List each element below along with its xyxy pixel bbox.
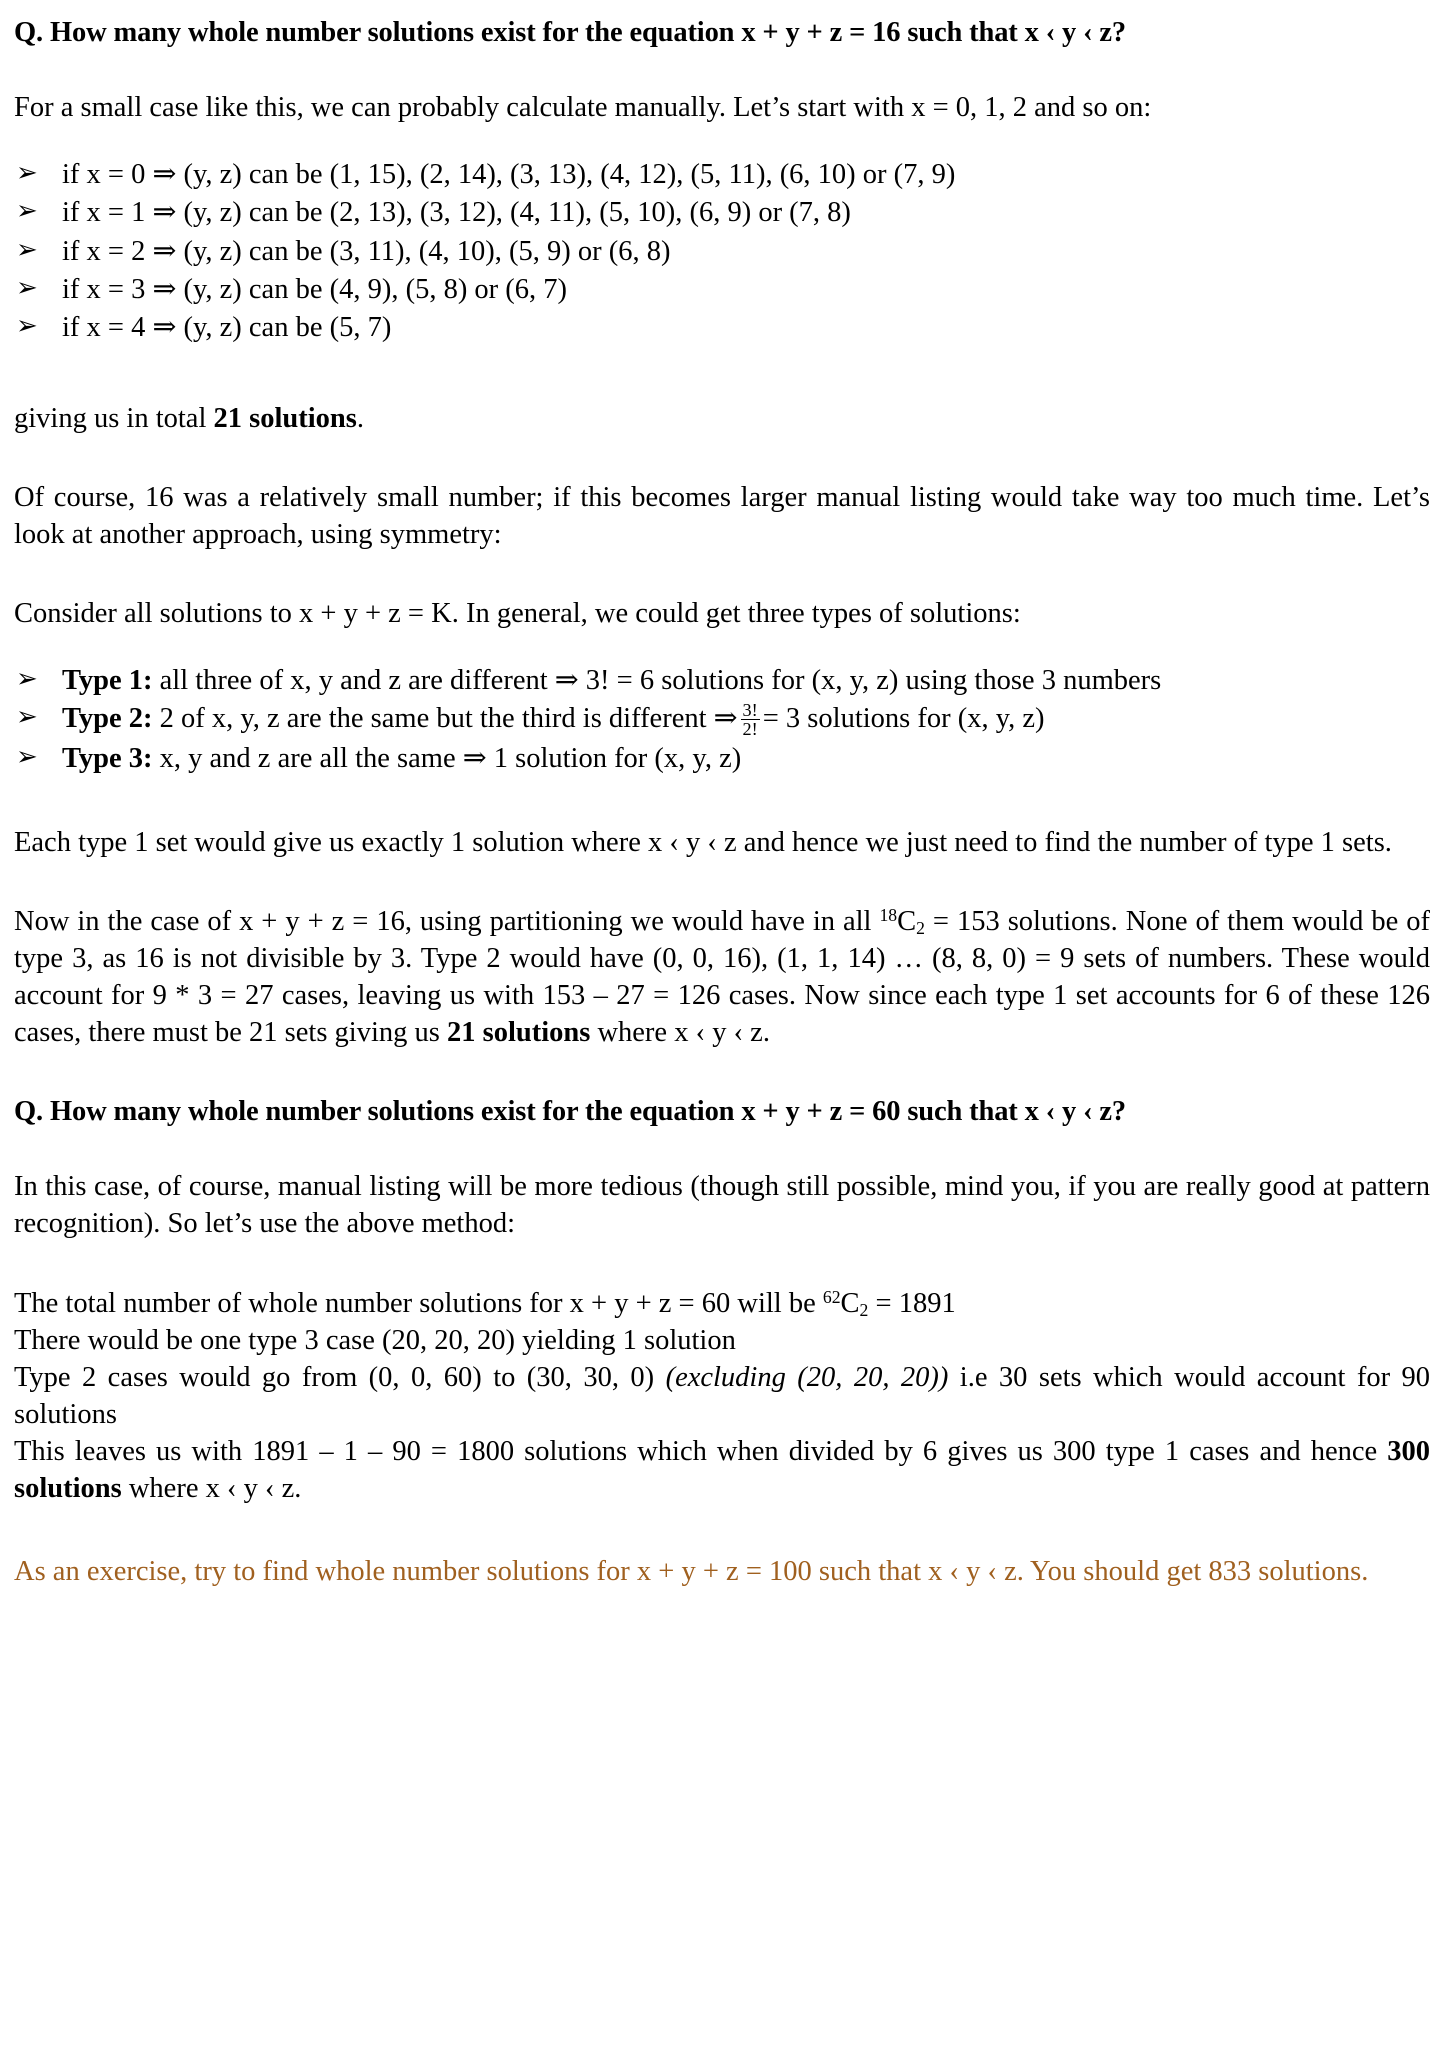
case-text: if x = 1 ⇒ (y, z) can be (2, 13), (3, 12), (4, 11), (5, 10), (6, 9) or (7, 8) <box>62 197 851 229</box>
list-item <box>14 194 1430 232</box>
consider-paragraph: Consider all solutions to x + y + z = K. In general, we could get three types of solutions: <box>14 597 1021 629</box>
arrow-bullet-icon: ➢ <box>16 702 38 732</box>
type-text: all three of x, y and z are different ⇒ 3! = 6 solutions for (x, y, z) using those 3 numbers <box>152 664 1162 696</box>
remark-paragraph: Of course, 16 was a relatively small number; if this becomes larger manual listing would take way too much time. Let’s look at another approach, using symmetry: <box>14 481 1430 550</box>
arrow-bullet-icon: ➢ <box>16 663 38 693</box>
spacer <box>14 778 1430 824</box>
step-seg-1: The total number of whole number solutions for x + y + z = 60 will be <box>14 1287 823 1319</box>
step-type3-case: There would be one type 3 case (20, 20, 20) yielding 1 solution <box>14 1324 736 1356</box>
arrow-bullet-icon: ➢ <box>16 311 38 341</box>
case-text: if x = 2 ⇒ (y, z) can be (3, 11), (4, 10), (5, 9) or (6, 8) <box>62 235 671 267</box>
combination-superscript: 62 <box>822 1286 841 1307</box>
arrow-bullet-icon: ➢ <box>16 158 38 188</box>
combination-62C2 <box>823 1288 869 1319</box>
type-label: Type 1: <box>62 664 153 696</box>
list-item <box>14 662 1430 700</box>
combination-subscript: 2 <box>916 918 925 939</box>
fraction-numerator: 3! <box>742 699 758 720</box>
fraction-3-factorial-over-2-factorial <box>741 701 760 739</box>
partition-seg-1: Now in the case of x + y + z = 16, using partitioning we would have in all <box>14 906 880 938</box>
question-1-heading: Q. How many whole number solutions exist for the equation x + y + z = 16 such that x ‹ y ‹ z? <box>14 17 1126 48</box>
step-total-solutions <box>14 1285 1430 1322</box>
type-label: Type 3: <box>62 742 153 774</box>
spacer <box>14 437 1430 479</box>
fraction-denominator: 2! <box>742 719 758 740</box>
spacer <box>14 1130 1430 1168</box>
exercise-paragraph: As an exercise, try to find whole number solutions for x + y + z = 100 such that x ‹ y ‹ z. You should get 833 solutions. <box>14 1555 1369 1587</box>
list-item <box>14 233 1430 271</box>
spacer <box>14 1243 1430 1285</box>
step-seg-1: This leaves us with 1891 – 1 – 90 = 1800 solutions which when divided by 6 gives us 300 type 1 cases and hence <box>14 1435 1388 1467</box>
step-seg-1: Type 2 cases would go from (0, 0, 60) to (30, 30, 0) <box>14 1361 666 1393</box>
total-solutions-line <box>14 400 1430 437</box>
arrow-bullet-icon: ➢ <box>16 196 38 226</box>
spacer <box>14 553 1430 595</box>
step-italic-note: (excluding (20, 20, 20)) <box>665 1361 949 1393</box>
combination-subscript: 2 <box>859 1299 869 1320</box>
spacer <box>14 1507 1430 1553</box>
total-suffix: . <box>356 402 364 434</box>
each-type1-paragraph: Each type 1 set would give us exactly 1 solution where x ‹ y ‹ z and hence we just need to find the number of type 1 sets. <box>14 827 1392 859</box>
step-seg-2: where x ‹ y ‹ z. <box>121 1472 302 1504</box>
arrow-bullet-icon: ➢ <box>16 234 38 264</box>
step-final-result <box>14 1433 1430 1507</box>
type-text: 2 of x, y, z are the same but the third is different ⇒ <box>152 703 738 735</box>
spacer <box>14 861 1430 903</box>
type-text-after: = 3 solutions for (x, y, z) <box>762 703 1045 735</box>
step-seg-2: i.e 30 sets which would account for 90 solutions <box>14 1361 1431 1430</box>
question-1-intro: For a small case like this, we can probably calculate manually. Let’s start with x = 0, 1, 2 and so on: <box>14 92 1152 124</box>
type-text: x, y and z are all the same ⇒ 1 solution for (x, y, z) <box>152 742 742 774</box>
question-2-heading: Q. How many whole number solutions exist for the equation x + y + z = 60 such that x ‹ y ‹ z? <box>14 1096 1126 1128</box>
combination-letter: C <box>897 906 917 938</box>
list-item <box>14 309 1430 347</box>
arrow-bullet-icon: ➢ <box>16 741 38 771</box>
total-prefix: giving us in total <box>14 402 214 434</box>
combination-18C2 <box>879 906 925 937</box>
step-type2-cases <box>14 1359 1430 1433</box>
step-bold-result: 300 solutions <box>14 1435 1430 1504</box>
list-item <box>14 700 1430 740</box>
combination-superscript: 18 <box>879 904 898 925</box>
list-item <box>14 271 1430 309</box>
step-seg-2: = 1891 <box>868 1287 956 1319</box>
list-item <box>14 156 1430 194</box>
partition-seg-3: where x ‹ y ‹ z. <box>590 1017 770 1049</box>
type-list <box>14 662 1430 778</box>
case-list <box>14 156 1430 348</box>
total-value: 21 solutions <box>213 402 357 434</box>
case-text: if x = 3 ⇒ (y, z) can be (4, 9), (5, 8) or (6, 7) <box>62 274 568 306</box>
spacer <box>14 1051 1430 1093</box>
partition-bold: 21 solutions <box>446 1017 591 1049</box>
spacer <box>14 51 1430 89</box>
case-text: if x = 0 ⇒ (y, z) can be (1, 15), (2, 14), (3, 13), (4, 12), (5, 11), (6, 10) or (7, 9) <box>62 159 956 191</box>
question-2-intro: In this case, of course, manual listing will be more tedious (though still possible, mind you, if you are really good at pattern recognition). So let’s use the above method: <box>14 1171 1430 1240</box>
partition-seg-2: = 153 solutions. None of them would be of type 3, as 16 is not divisible by 3. Type 2 would have (0, 0, 16), (1, 1, 14) … (8, 8, 0) = 9 sets of numbers. These would account for 9 * 3 = 27 cases, leaving us with 153 – 27 = 126 cases. Now since each type 1 set accounts for 6 of these 126 cases, there must be 21 sets giving us <box>14 906 1430 1049</box>
combination-letter: C <box>840 1287 860 1319</box>
type-label: Type 2: <box>62 703 153 735</box>
partition-paragraph <box>14 903 1430 1051</box>
spacer <box>14 126 1430 156</box>
spacer <box>14 632 1430 662</box>
case-text: if x = 4 ⇒ (y, z) can be (5, 7) <box>62 312 392 344</box>
arrow-bullet-icon: ➢ <box>16 273 38 303</box>
spacer <box>14 348 1430 400</box>
list-item <box>14 740 1430 778</box>
